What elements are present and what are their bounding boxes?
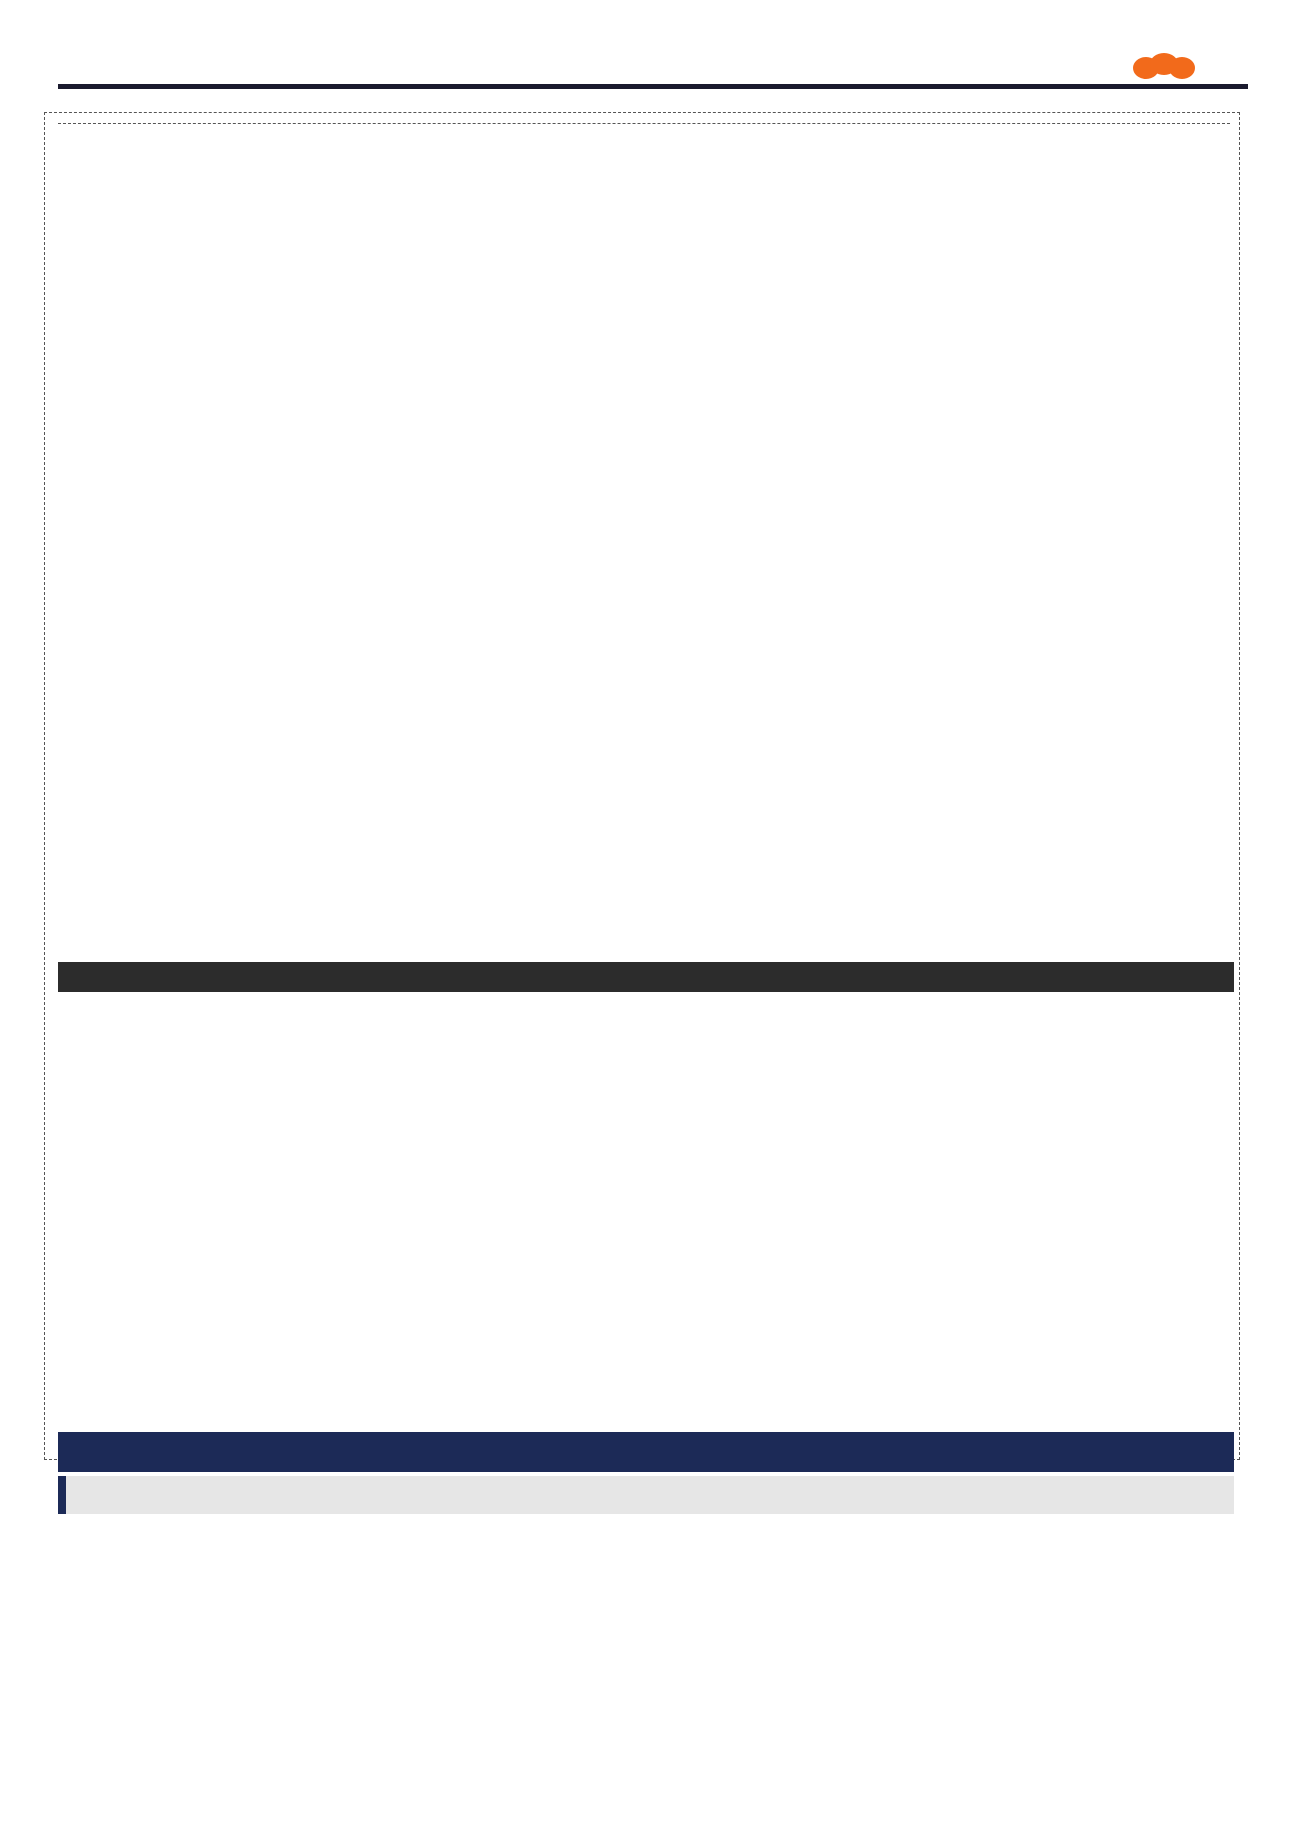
section-4-title xyxy=(58,967,86,987)
section-3-bar xyxy=(58,1432,1234,1472)
header-rule xyxy=(58,84,1248,89)
section-4-bar xyxy=(58,962,1234,992)
subsection-bar xyxy=(58,1476,1234,1514)
subsection-title xyxy=(66,1484,94,1505)
content-frame xyxy=(44,112,1240,1460)
brand-logo-icon xyxy=(1132,52,1196,80)
main-content xyxy=(58,116,1230,126)
